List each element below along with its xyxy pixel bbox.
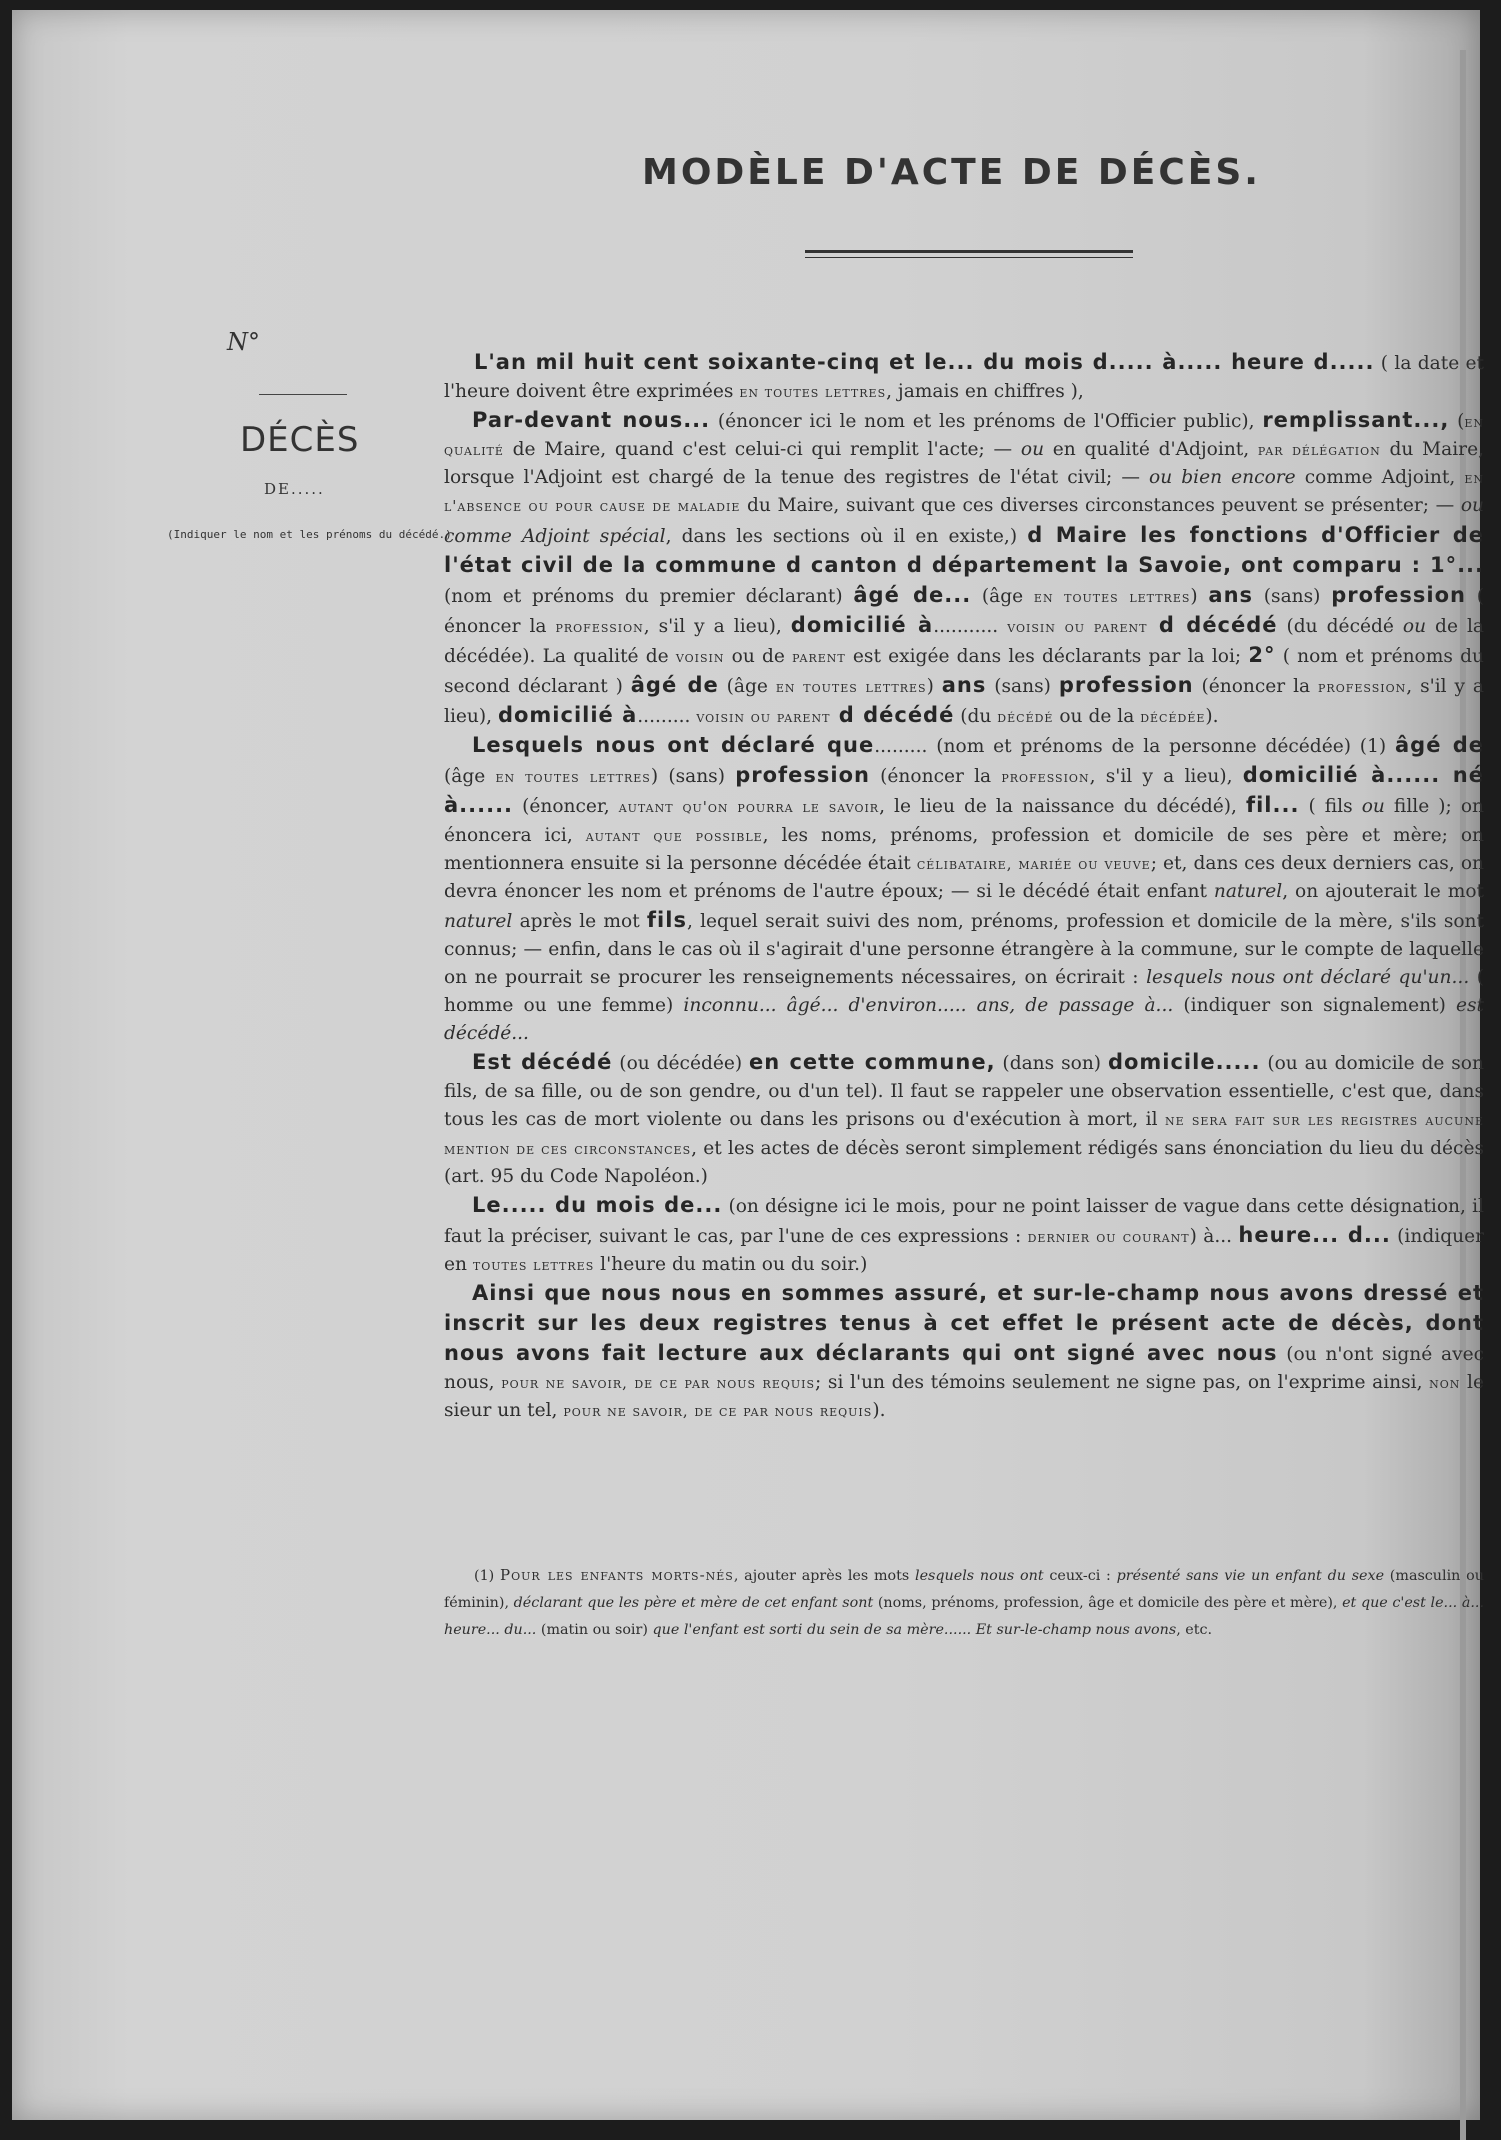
bold-text: Est décédé bbox=[472, 1050, 613, 1075]
text: , le lieu de la naissance du décédé), bbox=[879, 796, 1246, 818]
smallcaps-text: profession bbox=[1001, 768, 1090, 787]
text: (nom et prénoms du premier déclarant) bbox=[444, 585, 854, 607]
text: le sieur un tel, bbox=[444, 1372, 1484, 1422]
text: (âge bbox=[718, 676, 776, 698]
smallcaps-text: en toutes lettres bbox=[1033, 587, 1191, 606]
smallcaps-text: voisin ou parent bbox=[696, 708, 831, 727]
bold-text: en cette commune, bbox=[749, 1050, 996, 1075]
smallcaps-text: toutes lettres bbox=[472, 1255, 595, 1274]
text: ......... (nom et prénoms de la personne décédée) (1) bbox=[874, 736, 1396, 758]
text: , s'il y a lieu), bbox=[444, 676, 1484, 728]
bold-text: profession bbox=[1058, 673, 1194, 698]
text: (dans son) bbox=[995, 1053, 1108, 1075]
paragraph-date bbox=[444, 348, 1484, 406]
bold-text: Ainsi que nous nous en sommes assuré, et sur-le-champ nous avons dressé et inscrit sur les deux registres tenus à cet effet le présent acte de décès, dont nous avons fait lecture aux déclarants qui ont signé avec nous bbox=[444, 1281, 1484, 1366]
bold-text: 2° bbox=[1248, 642, 1276, 667]
bold-text: remplissant..., bbox=[1262, 408, 1450, 433]
text: , on ajouterait le mot bbox=[1282, 880, 1484, 902]
bold-text: domicilié à bbox=[790, 612, 934, 637]
text: ......... bbox=[637, 706, 697, 728]
italic-text: déclarant que les père et mère de cet enfant sont bbox=[513, 1595, 874, 1611]
text: , et les actes de décès seront simplement rédigés sans énonciation du lieu du décès (art. 95 du Code Napoléon.) bbox=[444, 1137, 1484, 1187]
margin-rule bbox=[259, 394, 347, 395]
text: , dans les sections où il en existe,) bbox=[665, 525, 1028, 547]
text: comme Adjoint, bbox=[1295, 467, 1465, 489]
bold-text: fil... bbox=[1245, 793, 1300, 818]
bold-text: ans bbox=[1208, 582, 1254, 607]
text: ) (sans) bbox=[650, 766, 736, 788]
text: ( fils bbox=[1299, 796, 1362, 818]
text: (du bbox=[954, 706, 998, 728]
smallcaps-text: en toutes lettres bbox=[775, 678, 927, 697]
text: ........... bbox=[933, 615, 1008, 637]
margin-number-label: N° bbox=[227, 328, 260, 356]
text: ; si l'un des témoins seulement ne signe pas, on l'exprime ainsi, bbox=[815, 1372, 1430, 1394]
italic-text: lesquels nous ont bbox=[915, 1568, 1044, 1584]
text: , s'il y a lieu), bbox=[1089, 766, 1243, 788]
text: du Maire, lorsque l'Adjoint est chargé de la tenue des registres de l'état civil; — bbox=[444, 439, 1484, 489]
italic-text: naturel bbox=[1213, 880, 1283, 902]
text: , jamais en chiffres ), bbox=[886, 381, 1084, 403]
italic-text: lesquels nous ont déclaré qu'un... bbox=[1146, 966, 1470, 988]
bold-text: d décédé bbox=[830, 703, 955, 728]
italic-text: ou comme Adjoint spécial bbox=[444, 495, 1484, 547]
margin-deces-heading: DÉCÈS bbox=[240, 420, 360, 460]
bold-text: âgé de... bbox=[853, 582, 972, 607]
text: ( bbox=[1449, 411, 1465, 433]
text: ou de la bbox=[1053, 706, 1141, 728]
italic-text: ou bbox=[1020, 439, 1045, 461]
margin-instruction: (Indiquer le nom et les prénoms du décédé.) bbox=[167, 528, 452, 541]
bold-text: âgé de bbox=[630, 673, 719, 698]
smallcaps-text: non bbox=[1429, 1374, 1461, 1393]
bold-text: domicile..... bbox=[1107, 1050, 1261, 1075]
italic-text: naturel bbox=[444, 910, 513, 932]
text: (sans) bbox=[986, 676, 1059, 698]
paragraph-time bbox=[444, 1191, 1484, 1279]
text: (du décédé bbox=[1277, 615, 1403, 637]
text: (on désigne ici le mois, pour ne point laisser de vague dans cette désignation, il faut la préciser, suivant le cas, par l'une de ces expressions : bbox=[444, 1195, 1484, 1247]
text: ) bbox=[1190, 585, 1209, 607]
smallcaps-text: ne sera fait sur les registres aucune mention de ces circonstances bbox=[444, 1111, 1484, 1158]
italic-text: inconnu... âgé... d'environ..... ans, de passage à... bbox=[683, 995, 1174, 1017]
smallcaps-text: profession bbox=[1318, 678, 1407, 697]
text: ( homme ou une femme) bbox=[444, 966, 1484, 1017]
paragraph-officer bbox=[444, 406, 1484, 731]
text: ). bbox=[872, 1400, 886, 1422]
bold-text: Le..... du mois de... bbox=[472, 1192, 723, 1217]
smallcaps-text: Pour les enfants morts-nés bbox=[500, 1566, 734, 1584]
italic-text: ou bbox=[1361, 796, 1385, 818]
text: (énoncer la bbox=[869, 766, 1002, 788]
bold-text: profession bbox=[735, 763, 870, 788]
bold-text: d Maire les fonctions d'Officier de l'état civil de la commune d canton d département la Savoie, ont comparu : 1°... bbox=[444, 522, 1484, 577]
text: (ou n'ont signé avec nous, bbox=[444, 1344, 1485, 1394]
text: en qualité d'Adjoint, bbox=[1044, 439, 1258, 461]
text: ; et, dans ces deux derniers cas, on devra énoncer les nom et prénoms de l'autre époux; — si le décédé était enfant bbox=[444, 852, 1484, 902]
text: , etc. bbox=[1176, 1622, 1213, 1638]
bold-text: domicilié à...... né à...... bbox=[444, 763, 1484, 818]
text: après le mot bbox=[512, 910, 647, 932]
text: ) à... bbox=[1189, 1225, 1239, 1247]
text: (âge bbox=[444, 766, 496, 788]
smallcaps-text: voisin ou parent bbox=[1007, 617, 1148, 636]
text: (1) bbox=[474, 1568, 501, 1584]
text: ceux-ci : bbox=[1043, 1568, 1117, 1584]
italic-text: ou bien encore bbox=[1149, 467, 1296, 489]
smallcaps-text: profession bbox=[555, 617, 644, 636]
paragraph-place bbox=[444, 1048, 1484, 1190]
text: ( nom et prénoms du second déclarant ) bbox=[444, 645, 1484, 698]
text: de Maire, quand c'est celui-ci qui remplit l'acte; — bbox=[503, 439, 1021, 461]
smallcaps-text: pour ne savoir, de ce par nous requis bbox=[563, 1402, 873, 1421]
text: ( la date et l'heure doivent être exprimées bbox=[444, 353, 1485, 403]
smallcaps-text: parent bbox=[792, 647, 846, 666]
text: ( énoncer la bbox=[444, 585, 1484, 637]
bold-text: heure... d... bbox=[1238, 1222, 1391, 1247]
smallcaps-text: autant qu'on pourra le savoir bbox=[618, 798, 880, 817]
footnote bbox=[444, 1562, 1484, 1644]
text: de la décédée). La qualité de bbox=[444, 615, 1484, 667]
page-title: MODÈLE D'ACTE DE DÉCÈS. bbox=[642, 152, 1261, 193]
smallcaps-text: en toutes lettres bbox=[495, 768, 651, 787]
text: (noms, prénoms, profession, âge et domicile des père et mère), bbox=[873, 1595, 1343, 1611]
bold-text: Lesquels nous ont déclaré que bbox=[472, 733, 875, 758]
text: , ajouter après les mots bbox=[733, 1568, 916, 1584]
act-body bbox=[444, 348, 1484, 1425]
bold-text: domicilié à bbox=[497, 703, 638, 728]
bold-text: ans bbox=[941, 673, 987, 698]
text: (indiquer son signalement) bbox=[1173, 995, 1456, 1017]
text: , lequel serait suivi des nom, prénoms, profession et domicile de la mère, s'ils sont connus; — enfin, dans le cas où il s'agirait d'une personne étrangère à la commune, sur le compte de laquelle on ne pourrait se procurer les renseignements nécessaires, on écrirait : bbox=[444, 910, 1484, 988]
smallcaps-text: voisin bbox=[675, 647, 725, 666]
paragraph-declaration bbox=[444, 731, 1484, 1048]
smallcaps-text: pour ne savoir, de ce par nous requis bbox=[501, 1374, 816, 1393]
text: (énoncer la bbox=[1193, 676, 1319, 698]
text: fille ); on énoncera ici, bbox=[444, 796, 1484, 846]
title-rule bbox=[805, 250, 1133, 258]
text: (ou décédée) bbox=[612, 1053, 749, 1075]
text: , s'il y a lieu), bbox=[643, 615, 791, 637]
text: du Maire, suivant que ces diverses circonstances peuvent se présenter; — bbox=[740, 495, 1461, 517]
italic-text: ou bbox=[1402, 615, 1427, 637]
footnote-text bbox=[444, 1562, 1484, 1644]
text: , les noms, prénoms, profession et domicile de ses père et mère; on mentionnera ensuite si la personne décédée était bbox=[444, 824, 1484, 874]
paragraph-closing bbox=[444, 1279, 1484, 1425]
bold-text: Par-devant nous... bbox=[472, 408, 711, 433]
text: (matin ou soir) bbox=[536, 1622, 653, 1638]
text: ou de bbox=[724, 645, 793, 667]
text: (indiquer en bbox=[444, 1225, 1484, 1275]
text: l'heure du matin ou du soir.) bbox=[594, 1253, 868, 1275]
margin-de-field: DE..... bbox=[264, 480, 325, 498]
italic-text: et que c'est le... à... heure... du... bbox=[444, 1595, 1484, 1638]
smallcaps-text: autant que possible bbox=[585, 826, 763, 845]
text: est exigée dans les déclarants par la loi; bbox=[845, 645, 1249, 667]
text: (ou au domicile de son fils, de sa fille, ou de son gendre, ou d'un tel). Il faut se rappeler une observation essentielle, c'est que, dans tous les cas de mort violente ou dans les prisons ou d'exécution à mort, il bbox=[444, 1053, 1484, 1131]
smallcaps-text: décédée bbox=[1140, 708, 1206, 727]
italic-text: présenté sans vie un enfant du sexe bbox=[1116, 1568, 1385, 1584]
bold-text: âgé de bbox=[1395, 733, 1484, 758]
smallcaps-text: en l'absence ou pour cause de maladie bbox=[444, 469, 1484, 516]
smallcaps-text: décédé bbox=[997, 708, 1054, 727]
text: (énoncer ici le nom et les prénoms de l'Officier public), bbox=[710, 411, 1263, 433]
text: (énoncer, bbox=[513, 796, 619, 818]
smallcaps-text: dernier ou courant bbox=[1027, 1227, 1190, 1246]
text: (âge bbox=[971, 585, 1034, 607]
bold-text: L'an mil huit cent soixante-cinq et le... du mois d..... à..... heure d..... bbox=[474, 350, 1375, 374]
smallcaps-text: en toutes lettres bbox=[739, 383, 887, 402]
bold-text: profession bbox=[1331, 582, 1466, 607]
text: ). bbox=[1205, 706, 1219, 728]
bold-text: d décédé bbox=[1147, 612, 1278, 637]
document-page bbox=[12, 10, 1485, 2120]
smallcaps-text: par délégation bbox=[1257, 441, 1381, 460]
text: (masculin ou féminin), bbox=[444, 1568, 1484, 1611]
italic-text: est décédé... bbox=[444, 995, 1484, 1045]
smallcaps-text: célibataire, mariée ou veuve bbox=[916, 854, 1151, 873]
text: (sans) bbox=[1253, 585, 1332, 607]
text: ) bbox=[926, 676, 942, 698]
bold-text: fils bbox=[646, 907, 687, 932]
smallcaps-text: en qualité bbox=[444, 413, 1484, 460]
italic-text: que l'enfant est sorti du sein de sa mère...... Et sur-le-champ nous avons bbox=[652, 1622, 1177, 1638]
